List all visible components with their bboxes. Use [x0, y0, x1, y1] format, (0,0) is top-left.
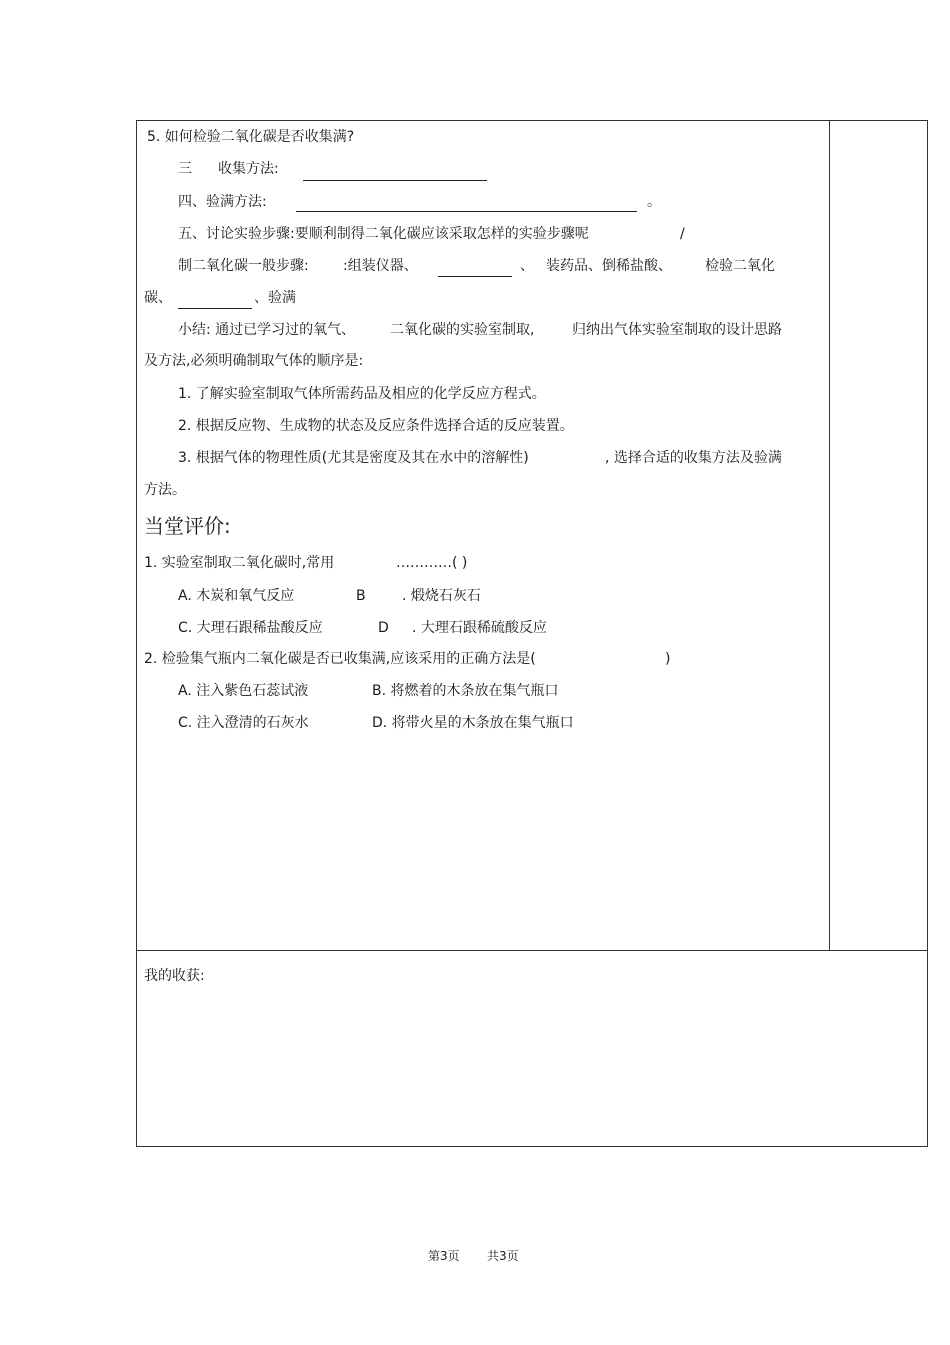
summary-part-3: 归纳出气体实验室制取的设计思路: [572, 322, 782, 338]
summary-item-3: 3. 根据气体的物理性质(尤其是密度及其在水中的溶解性): [178, 450, 529, 466]
page-number: 第3页: [428, 1249, 460, 1263]
summary-item-1: 1. 了解实验室制取气体所需药品及相应的化学反应方程式。: [178, 386, 546, 402]
summary-item-3-end: 方法。: [144, 482, 186, 498]
harvest-label: 我的收获:: [144, 968, 205, 984]
eval-q2-option-a: A. 注入紫色石蕊试液: [178, 683, 309, 699]
steps-line2-start: 碳、: [144, 290, 172, 306]
eval-question-1-bracket: …………( ): [396, 555, 468, 571]
summary-item-3-cont: , 选择合适的收集方法及验满: [605, 450, 782, 466]
steps-line2-end: 、验满: [254, 290, 296, 306]
discuss-steps: 五、讨论实验步骤:要顺利制得二氧化碳应该采取怎样的实验步骤呢: [178, 226, 589, 242]
eval-q1-option-b: . 煅烧石灰石: [402, 588, 481, 604]
eval-q2-option-b: B. 将燃着的木条放在集气瓶口: [372, 683, 559, 699]
summary-item-2: 2. 根据反应物、生成物的状态及反应条件选择合适的反应装置。: [178, 418, 574, 434]
discuss-slash: /: [680, 226, 685, 242]
summary-line-2: 及方法,必须明确制取气体的顺序是:: [144, 353, 364, 369]
check-method-end: 。: [647, 194, 661, 210]
steps-separator: 、: [520, 258, 534, 274]
column-divider: [829, 120, 830, 951]
check-method-blank: [296, 211, 637, 212]
steps-blank-2: [178, 308, 252, 309]
collect-number: 三: [178, 161, 192, 177]
eval-q1-option-d-letter: D: [378, 620, 389, 636]
eval-q1-option-c: C. 大理石跟稀盐酸反应: [178, 620, 323, 636]
eval-q1-option-b-letter: B: [356, 588, 366, 604]
collect-method-blank: [303, 180, 487, 181]
steps-load: 装药品、倒稀盐酸、: [546, 258, 672, 274]
eval-q1-option-d: . 大理石跟稀硫酸反应: [412, 620, 547, 636]
page-total: 共3页: [487, 1249, 519, 1263]
evaluation-heading: 当堂评价:: [144, 514, 231, 538]
eval-q1-option-a: A. 木炭和氧气反应: [178, 588, 295, 604]
summary-part-2: 二氧化碳的实验室制取,: [390, 322, 535, 338]
question-5: 5. 如何检验二氧化碳是否收集满?: [147, 129, 355, 145]
steps-check: 检验二氧化: [705, 258, 775, 274]
row-divider: [136, 950, 928, 951]
steps-blank-1: [438, 276, 512, 277]
steps-label: 制二氧化碳一般步骤:: [178, 258, 309, 274]
steps-assemble: :组装仪器、: [343, 258, 418, 274]
eval-question-1: 1. 实验室制取二氧化碳时,常用: [144, 555, 335, 571]
collect-method-label: 收集方法:: [218, 161, 279, 177]
eval-question-2-bracket: ): [665, 651, 671, 667]
eval-question-2: 2. 检验集气瓶内二氧化碳是否已收集满,应该采用的正确方法是(: [144, 651, 536, 667]
eval-q2-option-d: D. 将带火星的木条放在集气瓶口: [372, 715, 574, 731]
summary-part-1: 小结: 通过已学习过的氧气、: [178, 322, 356, 338]
check-method-label: 四、验满方法:: [178, 194, 267, 210]
eval-q2-option-c: C. 注入澄清的石灰水: [178, 715, 309, 731]
